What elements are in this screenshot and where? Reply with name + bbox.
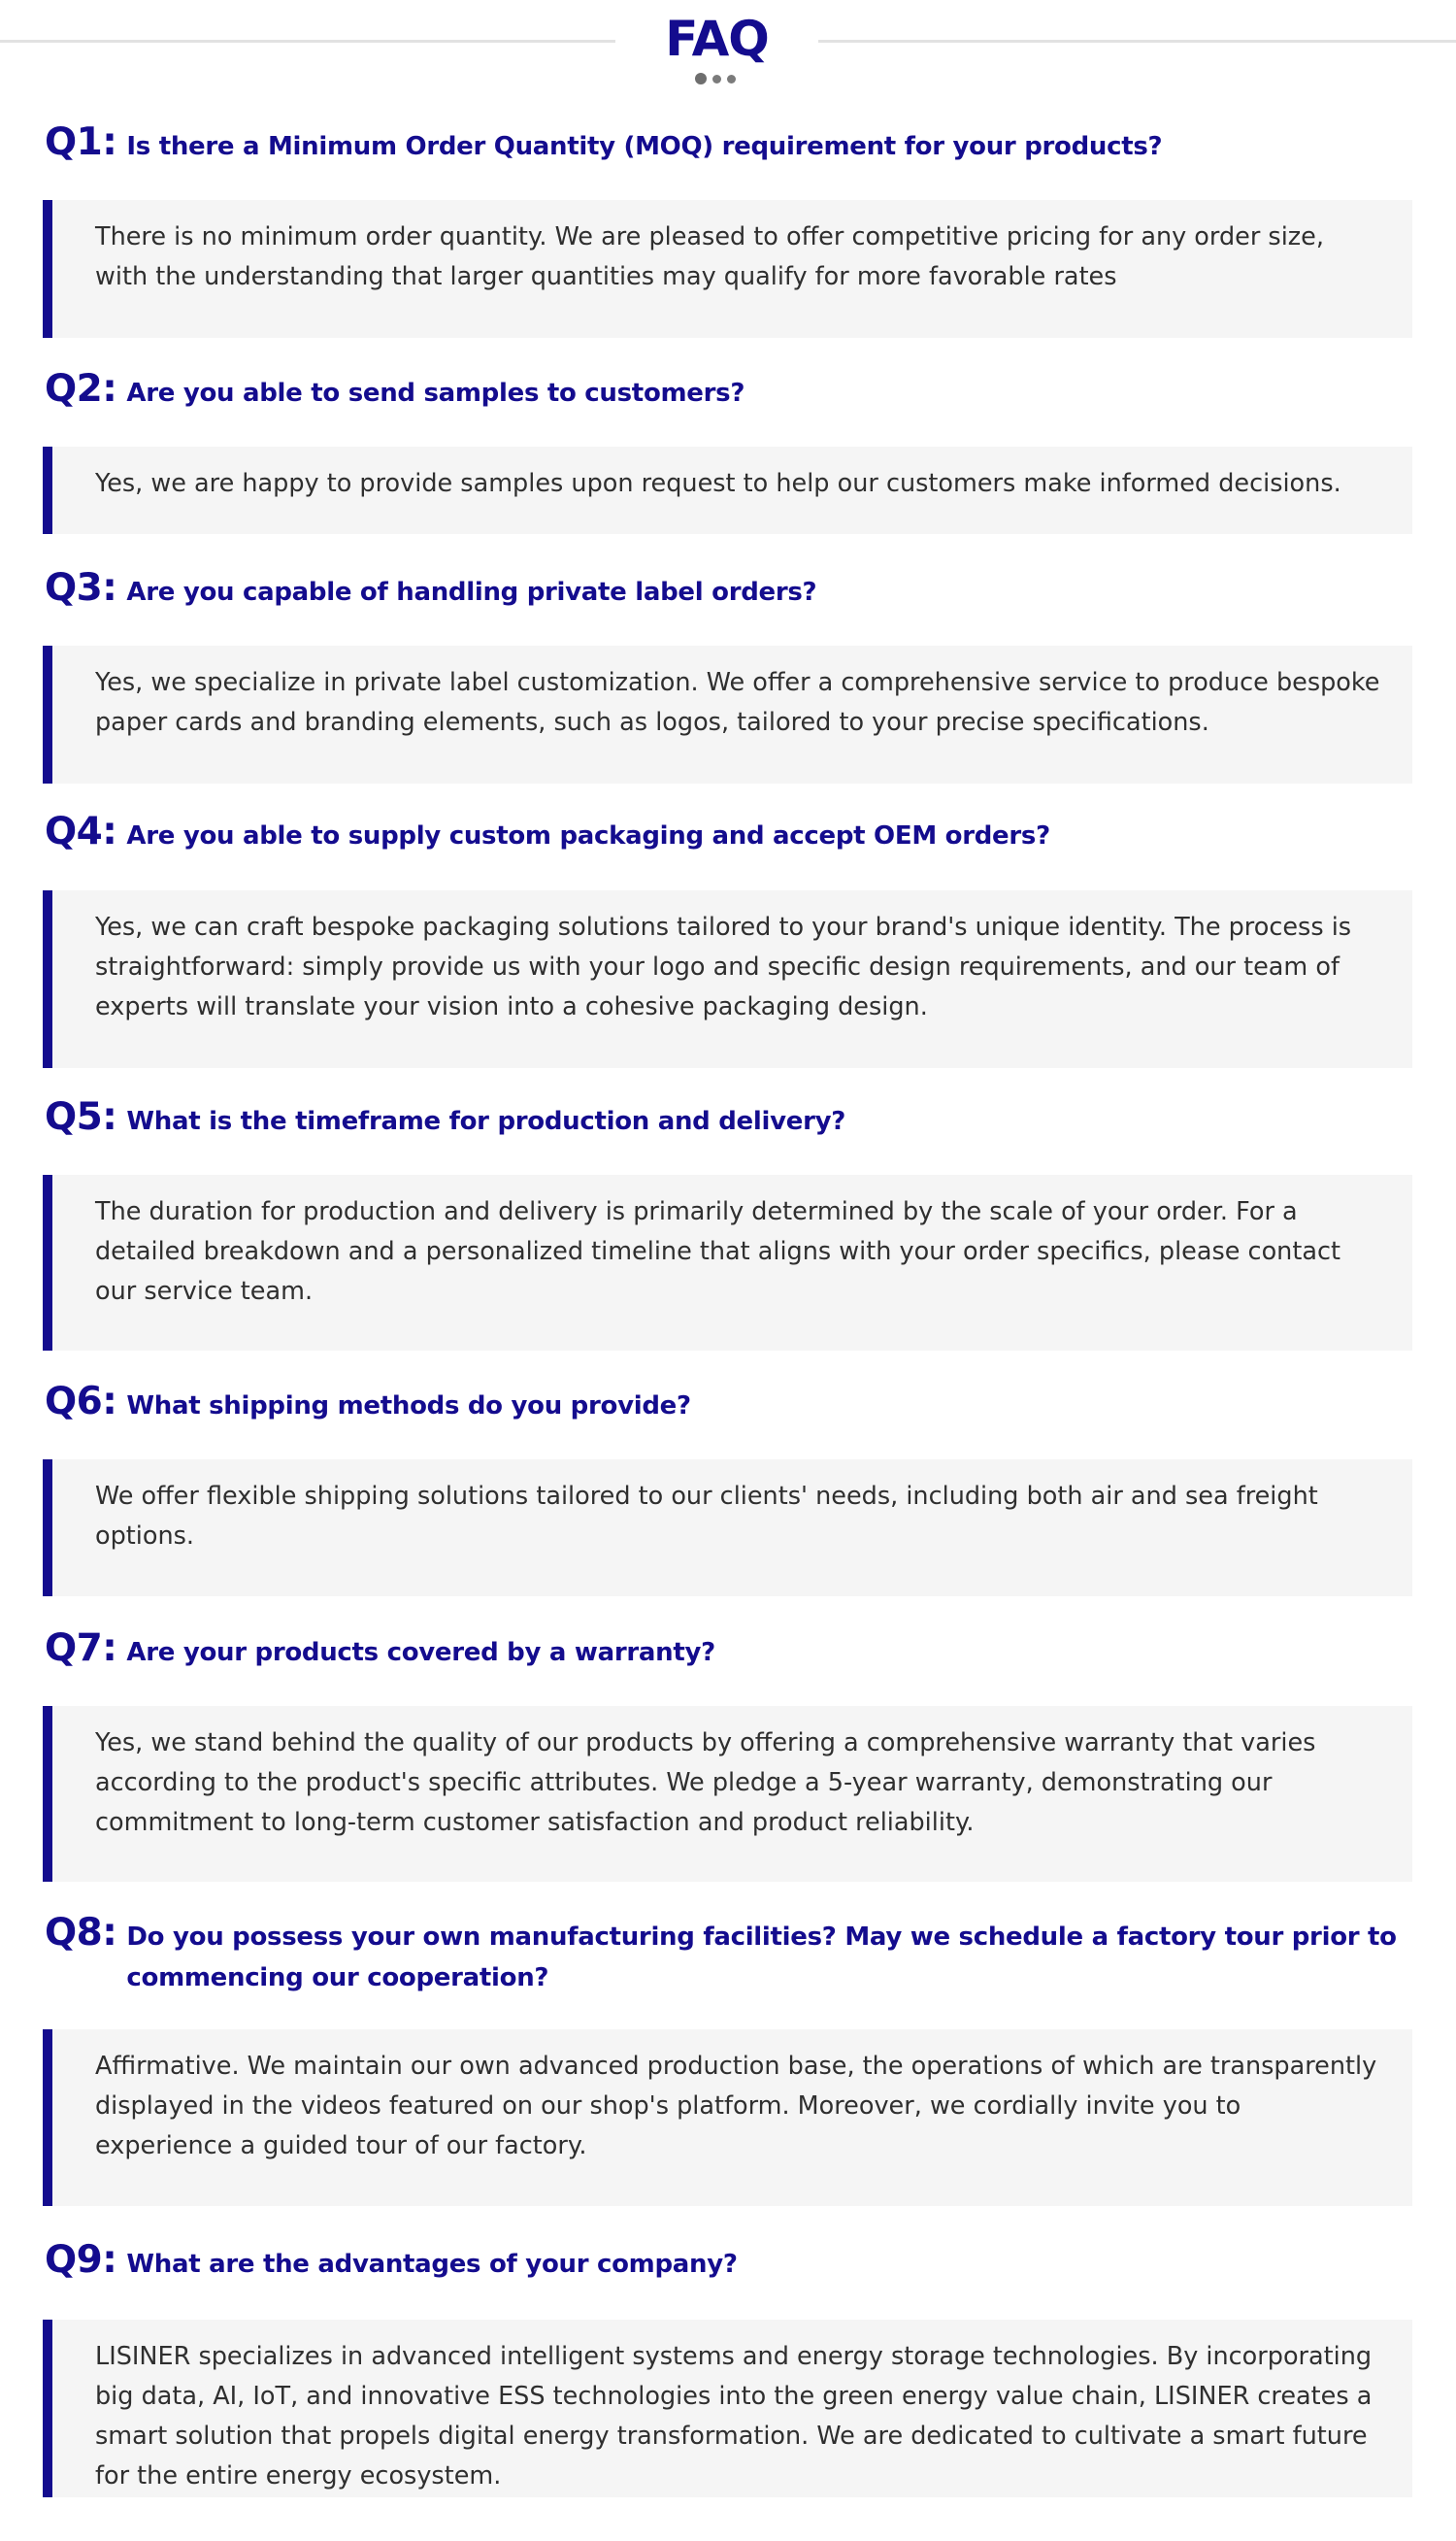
question-text: What is the timeframe for production and delivery?: [126, 1107, 846, 1136]
question-text: What shipping methods do you provide?: [126, 1391, 691, 1421]
faq-answer: LISINER specializes in advanced intelligent systems and energy storage technologies. By incorporating big data, AI, IoT, and innovative ESS technologies into the green energy value chain, LISINER creates a smart solution that propels digital energy transformation. We are dedicated to cultivate a smart future for the entire energy ecosystem.: [43, 2320, 1412, 2497]
faq-question: [45, 1911, 1423, 1998]
question-number: Q1:: [45, 120, 117, 164]
question-number: Q5:: [45, 1095, 117, 1139]
question-number: Q9:: [45, 2238, 117, 2282]
faq-question: [45, 1626, 1423, 1673]
question-text: Are your products covered by a warranty?: [126, 1638, 715, 1667]
faq-question: [45, 120, 1423, 167]
header-divider-right: [818, 40, 1456, 43]
faq-answer: Yes, we can craft bespoke packaging solutions tailored to your brand's unique identity. The process is straightforward: simply provide us with your logo and specific design requirements, and our team of experts will translate your vision into a cohesive packaging design.: [43, 890, 1412, 1068]
dot-icon: [727, 75, 736, 84]
faq-question: [45, 810, 1423, 856]
question-text: Are you able to supply custom packaging and accept OEM orders?: [126, 821, 1050, 851]
question-text: Do you possess your own manufacturing facilities? May we schedule a factory tour prior to commencing our cooperation?: [126, 1922, 1397, 1992]
faq-answer: The duration for production and delivery is primarily determined by the scale of your order. For a detailed breakdown and a personalized timeline that aligns with your order specifics, please contact our service team.: [43, 1175, 1412, 1351]
faq-answer: Affirmative. We maintain our own advanced production base, the operations of which are transparently displayed in the videos featured on our shop's platform. Moreover, we cordially invite you to experience a guided tour of our factory.: [43, 2029, 1412, 2206]
faq-question: [45, 2238, 1423, 2285]
faq-question: [45, 367, 1423, 414]
question-number: Q4:: [45, 810, 117, 853]
faq-question: [45, 1095, 1423, 1142]
question-number: Q7:: [45, 1626, 117, 1670]
question-number: Q6:: [45, 1380, 117, 1423]
question-number: Q3:: [45, 566, 117, 610]
header-divider-left: [0, 40, 615, 43]
question-number: Q2:: [45, 367, 117, 411]
faq-question: [45, 1380, 1423, 1426]
page-title: FAQ: [665, 11, 769, 67]
faq-answer: There is no minimum order quantity. We are pleased to offer competitive pricing for any order size, with the understanding that larger quantities may qualify for more favorable rates: [43, 200, 1412, 338]
question-number: Q8:: [45, 1911, 117, 1955]
faq-answer: Yes, we stand behind the quality of our products by offering a comprehensive warranty that varies according to the product's specific attributes. We pledge a 5-year warranty, demonstrating our commitment to long-term customer satisfaction and product reliability.: [43, 1706, 1412, 1882]
faq-answer: Yes, we specialize in private label customization. We offer a comprehensive service to produce bespoke paper cards and branding elements, such as logos, tailored to your precise specifications.: [43, 646, 1412, 784]
question-text: Are you able to send samples to customers?: [126, 379, 745, 408]
question-text: Are you capable of handling private label orders?: [126, 578, 817, 607]
faq-header: [0, 0, 1456, 107]
question-text: What are the advantages of your company?: [126, 2250, 738, 2279]
faq-question: [45, 566, 1423, 613]
faq-answer: We offer flexible shipping solutions tailored to our clients' needs, including both air and sea freight options.: [43, 1459, 1412, 1596]
decorative-dots-icon: [695, 72, 744, 85]
dot-icon: [712, 75, 721, 84]
dot-icon: [695, 73, 707, 84]
faq-answer: Yes, we are happy to provide samples upon request to help our customers make informed decisions.: [43, 447, 1412, 534]
question-text: Is there a Minimum Order Quantity (MOQ) requirement for your products?: [126, 132, 1163, 161]
